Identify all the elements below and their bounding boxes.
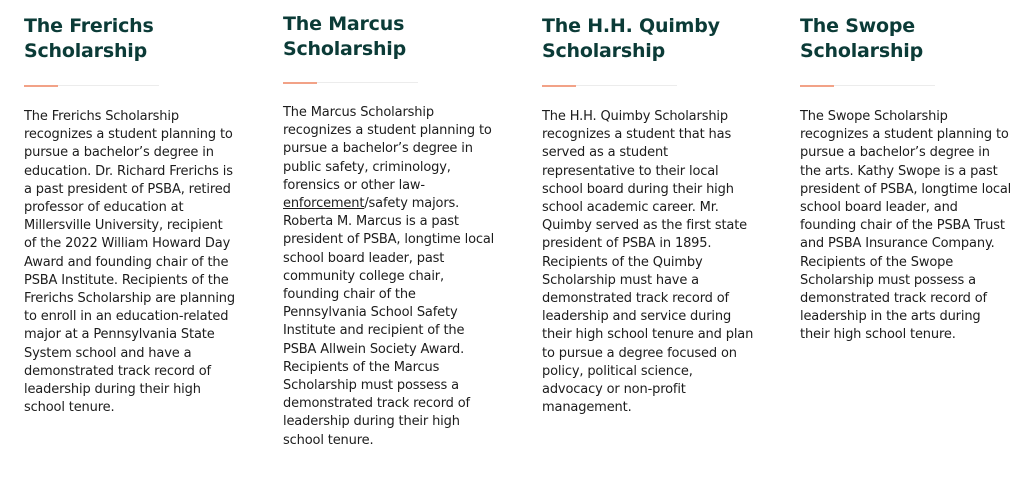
scholarship-title [800,14,1020,64]
scholarship-title-line1: The Frerichs [24,15,154,37]
title-divider [542,85,677,86]
scholarship-description: The Frerichs Scholarship recognizes a student planning to pursue a bachelor’s degree in education. Dr. Richard Frerichs is a past president of PSBA, retired professor of education at Millersville University, recipient of the 2022 William Howard Day Award and founding chair of the PSBA Institute. Recipients of the Frerichs Scholarship are planning to enroll in an education-related major at a Pennsylvania State System school and have a demonstrated track record of leadership during their high school tenure. [24,109,235,416]
divider-accent [24,85,58,87]
description-text-after-link: /safety majors. Roberta M. Marcus is a past president of PSBA, longtime local school board leader, past community college chair, founding chair of the Pennsylvania School Safety Institute and recipient of the PSBA Allwein Society Award. Recipients of the Marcus Scholarship must possess a demonstrated track record of leadership during their high school tenure. [283,196,495,448]
scholarship-title-line1: The Swope [800,15,915,37]
scholarship-title-line2: Scholarship [24,40,147,62]
scholarship-title-line2: Scholarship [542,40,665,62]
scholarship-title-line1: The H.H. Quimby [542,15,720,37]
divider-accent [800,85,834,87]
scholarship-title-line2: Scholarship [800,40,923,62]
title-divider [24,85,159,86]
scholarship-title-line2: Scholarship [283,38,406,60]
description-text-before-link: The Marcus Scholarship recognizes a student planning to pursue a bachelor’s degree in public safety, criminology, forensics or other law- [283,105,492,193]
divider-accent [542,85,576,87]
scholarship-title [283,12,503,62]
scholarship-description: The H.H. Quimby Scholarship recognizes a student that has served as a student representative to their local school board during their high school academic career. Mr. Quimby served as the first state president of PSBA in 1895. Recipients of the Quimby Scholarship must have a demonstrated track record of leadership and service during their high school tenure and plan to pursue a degree focused on policy, political science, advocacy or non-profit management. [542,109,754,416]
scholarship-card-quimby [542,14,762,417]
divider-accent [283,82,317,84]
law-enforcement-link[interactable]: enforcement [283,196,365,212]
title-divider [800,85,935,86]
scholarship-card-marcus [283,12,503,450]
title-divider [283,82,418,83]
scholarship-title [542,14,762,64]
scholarship-description [283,104,495,450]
scholarship-description: The Swope Scholarship recognizes a student planning to pursue a bachelor’s degree in the arts. Kathy Swope is a past president of PSBA, longtime local school board leader, and founding chair of the PSBA Trust and PSBA Insurance Company. Recipients of the Swope Scholarship must possess a demonstrated track record of leadership in the arts during their high school tenure. [800,109,1012,343]
scholarship-card-frerichs [24,14,244,417]
scholarship-card-swope [800,14,1020,345]
scholarship-title-line1: The Marcus [283,13,405,35]
scholarship-title [24,14,244,64]
